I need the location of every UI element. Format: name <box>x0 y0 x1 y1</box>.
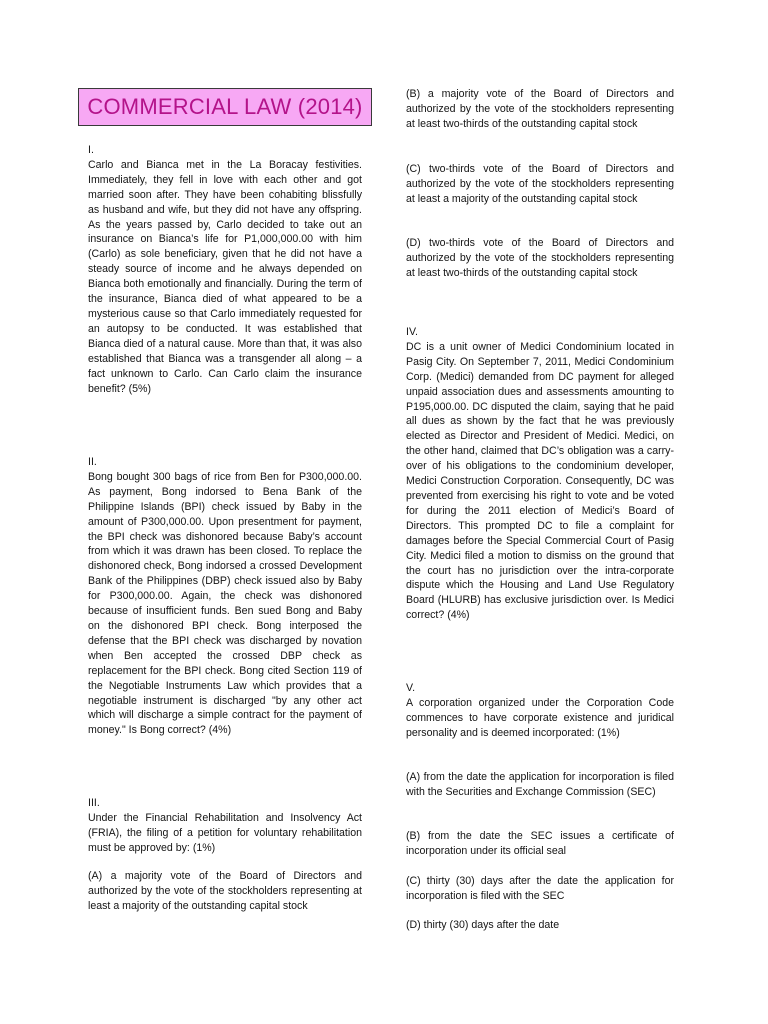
question-text: DC is a unit owner of Medici Condominium located in Pasig City. On September 7, 2011, Medici Condominium Corp. (Medici) demanded from DC payment for alleged unpaid association dues and assessments amounting to P195,000.00. DC disputed the claim, saying that he paid all dues as shown by the fact that he was previously elected as Director and President of Medici. Medici, on the other hand, claimed that DC’s obligation was a carry-over of his obligations to the condominium developer, Medici Construction Corporation. Consequently, DC was prevented from exercising his right to vote and be voted for during the 2011 election of Medici’s Board of Directors. This prompted DC to file a complaint for damages before the Special Commercial Court of Pasig City. Medici filed a motion to dismiss on the ground that the court has no jurisdiction over the intra-corporate dispute which the Housing and Land Use Regulatory Board (HLURB) has exclusive jurisdiction over. Is Medici correct? (4%) <box>406 340 674 622</box>
page-title: COMMERCIAL LAW (2014) <box>87 94 363 119</box>
question-5-option-a <box>406 770 674 800</box>
question-5 <box>406 681 674 741</box>
question-5-option-c <box>406 874 674 904</box>
question-5-option-b <box>406 829 674 859</box>
option-text: (C) two-thirds vote of the Board of Directors and authorized by the vote of the stockholders representing at least a majority of the outstanding capital stock <box>406 163 674 205</box>
option-text: (B) a majority vote of the Board of Directors and authorized by the vote of the stockholders representing at least two-thirds of the outstanding capital stock <box>406 88 674 130</box>
option-text: (D) two-thirds vote of the Board of Directors and authorized by the vote of the stockholders representing at least two-thirds of the outstanding capital stock <box>406 237 674 279</box>
option-text: (D) thirty (30) days after the date <box>406 919 560 931</box>
question-text: A corporation organized under the Corporation Code commences to have corporate existence and juridical personality and is deemed incorporated: (1%) <box>406 696 674 739</box>
question-text: Bong bought 300 bags of rice from Ben for P300,000.00. As payment, Bong indorsed to Bena Bank of the Philippine Islands (BPI) check issued by Baby in the amount of P300,000.00. Upon presentment for payment, the BPI check was dishonored because Baby’s account from which it was drawn has been closed. To replace the dishonored check, Bong indorsed a crossed Development Bank of the Philippines (DBP) check issued also by Baby for P300,000.00. Again, the check was dishonored because of insufficient funds. Ben sued Bong and Baby on the dishonored BPI check. Bong interposed the defense that the BPI check was discharged by novation when Ben accepted the crossed DBP check as replacement for the BPI check. Bong cited Section 119 of the Negotiable Instruments Law which provides that a negotiable instrument is discharged "by any other act which will discharge a simple contract for the payment of money." Is Bong correct? (4%) <box>88 470 362 737</box>
question-2 <box>88 455 362 738</box>
question-3-option-d <box>406 236 674 281</box>
option-text: (A) a majority vote of the Board of Directors and authorized by the vote of the stockholders representing at least a majority of the outstanding capital stock <box>88 870 362 912</box>
question-3-option-c <box>406 162 674 207</box>
question-1 <box>88 143 362 396</box>
question-number: I. <box>88 144 94 156</box>
question-text: Carlo and Bianca met in the La Boracay festivities. Immediately, they fell in love with each other and got married soon after. They have been cohabiting blissfully as husband and wife, but they did not have any offspring. As the years passed by, Carlo decided to take out an insurance on Bianca’s life for P1,000,000.00 with him (Carlo) as sole beneficiary, given that he did not have a steady source of income and he always depended on Bianca both emotionally and financially. During the term of the insurance, Bianca died of what appeared to be a mysterious cause so that Carlo immediately requested for an autopsy to be conducted. It was established that Bianca died of a natural cause. More than that, it was also established that Bianca was a transgender all along – a fact unknown to Carlo. Can Carlo claim the insurance benefit? (5%) <box>88 158 362 395</box>
option-text: (C) thirty (30) days after the date the application for incorporation is filed with the SEC <box>406 875 674 902</box>
question-5-option-d <box>406 918 674 933</box>
option-text: (B) from the date the SEC issues a certificate of incorporation under its official seal <box>406 830 674 857</box>
question-number: II. <box>88 456 97 468</box>
question-text: Under the Financial Rehabilitation and Insolvency Act (FRIA), the filing of a petition for voluntary rehabilitation must be approved by: (1%) <box>88 811 362 854</box>
question-4 <box>406 325 674 623</box>
option-text: (A) from the date the application for incorporation is filed with the Securities and Exchange Commission (SEC) <box>406 771 674 798</box>
question-number: III. <box>88 797 100 809</box>
question-number: IV. <box>406 326 418 338</box>
title-box <box>78 88 372 126</box>
question-3-option-a <box>88 869 362 914</box>
question-number: V. <box>406 682 416 694</box>
question-3 <box>88 796 362 856</box>
question-3-option-b <box>406 87 674 132</box>
